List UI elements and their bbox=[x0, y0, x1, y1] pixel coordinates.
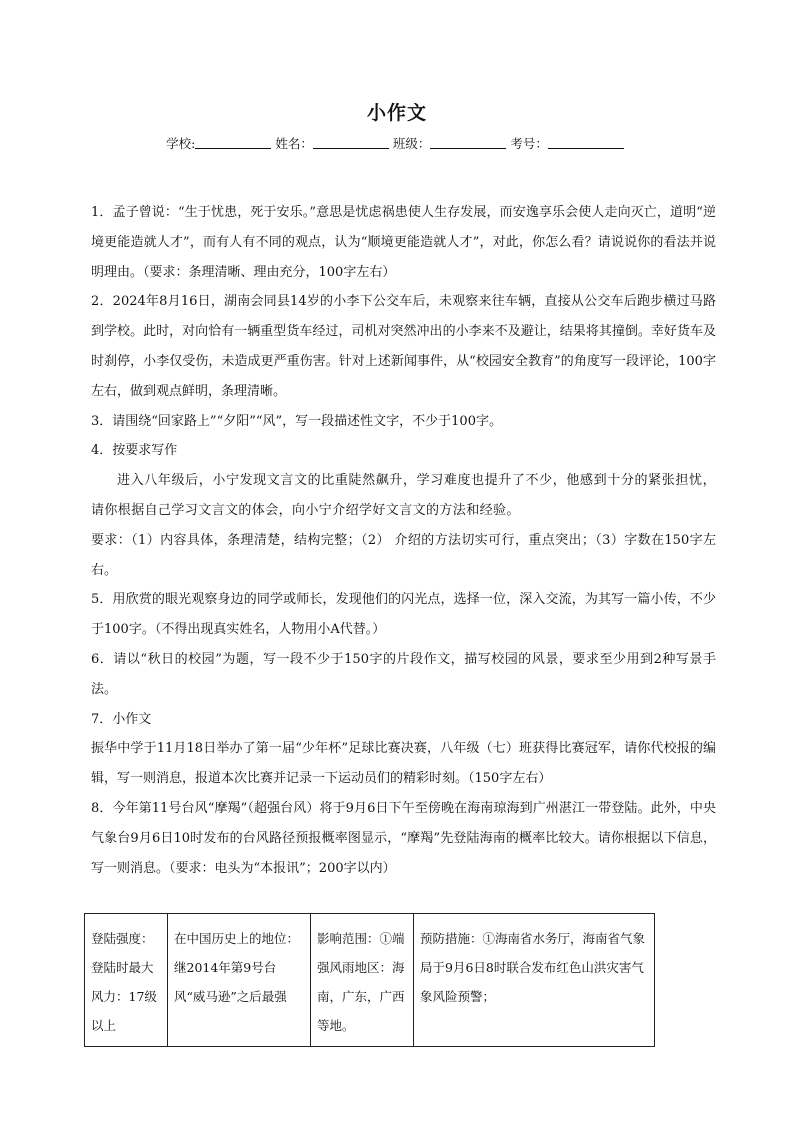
question-3: 3．请围绕“回家路上”“夕阳”“风”，写一段描述性文字，不少于100字。 bbox=[91, 413, 502, 429]
question-4-body: 进入八年级后，小宁发现文言文的比重陡然飙升，学习难度也提升了不少，他感到十分的紧张担忧，请你根据自己学习文言文的体会，向小宁介绍学好文言文的方法和经验。 bbox=[91, 473, 716, 518]
school-blank[interactable] bbox=[195, 136, 271, 149]
name-label: 姓名： bbox=[275, 136, 313, 151]
table-cell-intensity: 登陆强度：登陆时最大风力：17级以上 bbox=[85, 914, 168, 1047]
questions-body bbox=[91, 198, 716, 883]
typhoon-info-table bbox=[84, 913, 655, 1047]
table-row bbox=[85, 914, 655, 1047]
question-5: 5．用欣赏的眼光观察身边的同学或师长，发现他们的闪光点，选择一位，深入交流，为其写一篇小传，不少于100字。（不得出现真实姓名，人物用小A代替。） bbox=[91, 592, 716, 638]
question-7-title: 7．小作文 bbox=[91, 711, 152, 727]
school-label: 学校: bbox=[166, 136, 196, 151]
table-cell-history: 在中国历史上的地位：继2014年第9号台风“威马逊”之后最强 bbox=[168, 914, 311, 1047]
name-blank[interactable] bbox=[313, 136, 389, 149]
number-blank[interactable] bbox=[548, 136, 624, 149]
number-label: 考号： bbox=[510, 136, 548, 151]
table-cell-measures: 预防措施：①海南省水务厅，海南省气象局于9月6日8时联合发布红色山洪灾害气象风险预警； bbox=[414, 914, 655, 1047]
question-4-title: 4．按要求写作 bbox=[91, 443, 178, 459]
student-info-line bbox=[0, 134, 794, 152]
question-4-requirements: 要求：（1）内容具体，条理清楚，结构完整；（2） 介绍的方法切实可行，重点突出；（3）字数在150字左右。 bbox=[91, 532, 716, 578]
question-2: 2．2024年8月16日，湖南会同县14岁的小李下公交车后，未观察来往车辆，直接从公交车后跑步横过马路到学校。此时，对向恰有一辆重型货车经过，司机对突然冲出的小李来不及避让，结果将其撞倒。幸好货车及时刹停，小李仅受伤，未造成更严重伤害。针对上述新闻事件，从“校园安全教育”的角度写一段评论，100字左右，做到观点鲜明，条理清晰。 bbox=[91, 294, 716, 399]
question-7-body: 振华中学于11月18日举办了第一届“少年杯”足球比赛决赛，八年级（七）班获得比赛冠军，请你代校报的编辑，写一则消息，报道本次比赛并记录一下运动员们的精彩时刻。（150字左右） bbox=[91, 741, 716, 787]
table-cell-range: 影响范围：①端强风雨地区：海南，广东，广西等地。 bbox=[311, 914, 414, 1047]
class-blank[interactable] bbox=[430, 136, 506, 149]
question-6: 6．请以“秋日的校园”为题，写一段不少于150字的片段作文，描写校园的风景，要求至少用到2种写景手法。 bbox=[91, 651, 716, 697]
page-title: 小作文 bbox=[366, 102, 427, 124]
question-1: 1．孟子曾说：“生于忧患，死于安乐。”意思是忧虑祸患使人生存发展，而安逸享乐会使人走向灭亡，道明“逆境更能造就人才”，而有人有不同的观点，认为“顺境更能造就人才”，对此，你怎么看？请说说你的看法并说明理由。（要求：条理清晰、理由充分，100字左右） bbox=[91, 205, 716, 280]
class-label: 班级： bbox=[392, 136, 431, 151]
question-8: 8．今年第11号台风“摩羯”（超强台风）将于9月6日下午至傍晚在海南琼海到广州湛江一带登陆。此外，中央气象台9月6日10时发布的台风路径预报概率图显示，“摩羯”先登陆海南的概率比较大。请你根据以下信息，写一则消息。（要求：电头为“本报讯”；200字以内） bbox=[91, 800, 716, 876]
